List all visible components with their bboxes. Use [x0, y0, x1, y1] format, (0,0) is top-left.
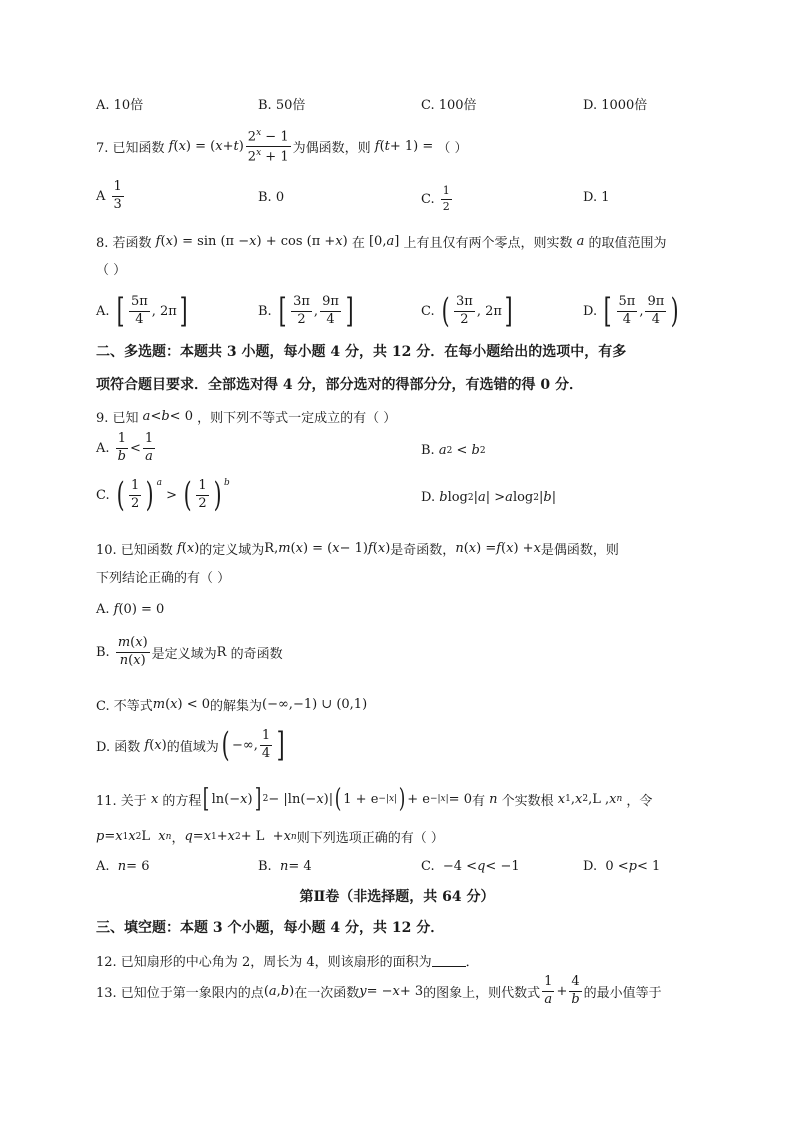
q10-stem-line2: 下列结论正确的有（ ） [96, 571, 231, 586]
q9-stem: 9. 已知 a < b < 0 ，则下列不等式一定成立的有（ ） [96, 409, 397, 426]
q10-option-b-text: 是定义域为 [151, 646, 217, 662]
q8-stem-pre: 8. 若函数 [96, 236, 152, 251]
q7-stem-pre: 7. 已知函数 [96, 141, 165, 157]
q9-stem-pre: 9. 已知 [96, 411, 139, 426]
q12-post: ． [465, 955, 479, 970]
q10-option-c: C. 不等式 m ( x ) < 0 的解集为 (−∞,−1) ∪ (0,1) [96, 697, 368, 714]
q10-option-b-text2: 的奇函数 [230, 646, 283, 662]
q8-stem-end: 的取值范围为 [588, 236, 667, 251]
q6-option-d: D. 1000倍 [583, 98, 648, 113]
q10-stem-pre: 10. 已知函数 [96, 543, 173, 558]
q11-stem-line2-text: 则下列选项正确的有（ ） [296, 831, 444, 846]
q8-option-a: A. [ $\frac{5\pi}{4}$ , 2π ] [96, 291, 188, 331]
q7-option-c: C. $\frac{1}{2}$ [421, 184, 450, 213]
q6-option-a: A. 10倍 [96, 98, 144, 113]
q10-option-d: D. 函数 f ( x ) 的值域为 ( −∞, $\frac{1}{4}$ ] [96, 725, 285, 765]
q10-option-b: B. $\frac{m(x)}{n(x)}$ 是定义域为 R 的奇函数 [96, 635, 283, 668]
q9-option-b: B. a 2 < b 2 [421, 443, 486, 458]
q12-answer-blank[interactable] [432, 954, 466, 967]
q9-option-d-label: D. [421, 490, 436, 505]
q10-option-d-label: D. 函数 [96, 739, 141, 755]
q11-stem-d: ，令 [626, 793, 653, 809]
q6-option-c: C. 100倍 [421, 98, 477, 113]
q7-stem-mid: 为偶函数，则 [292, 141, 371, 157]
q7-stem: 7. 已知函数 f ( x ) = ( x + t ) $\frac{2^x - 1}{2^x + 1}$ 为偶函数，则 f ( t + 1) = （ ） [96, 128, 468, 165]
q8-option-a-label: A. [96, 303, 110, 319]
q10-stem-a: 的定义域为 [199, 543, 265, 558]
q8-stem-post: 上有且仅有两个零点，则实数 [403, 236, 573, 251]
q7-option-a: A $\frac{1}{3}$ [96, 179, 122, 212]
q13-text-mid: 在一次函数 [294, 985, 360, 1001]
q11-option-a-label: A. [96, 859, 110, 874]
q11-stem-pre: 11. 关于 [96, 793, 147, 809]
q8-option-b-label: B. [258, 303, 272, 319]
q11-option-d: D. 0 < p < 1 [583, 859, 661, 874]
q9-stem-post: ，则下列不等式一定成立的有（ ） [197, 411, 397, 426]
q9-option-c-label: C. [96, 487, 110, 503]
q9-option-a-label: A. [96, 440, 110, 456]
section3-heading: 三、填空题：本题 3 个小题，每小题 4 分，共 12 分． [96, 920, 445, 936]
q7-option-d: D. 1 [583, 190, 610, 205]
q11-stem: 11. 关于 x 的方程 [ ln(− x ) ] 2 − |ln(− x )| ( 1 + e −|x| ) + e −|x| = 0 有 n 个实数根 x 1 , x 2 ,L , x n ，令 [96, 784, 653, 814]
q11-option-b-label: B. [258, 859, 272, 874]
q12-text: 12. 已知扇形的中心角为 2，周长为 4，则该扇形的面积为 [96, 955, 432, 970]
part2-title: 第Ⅱ卷（非选择题，共 64 分） [299, 889, 495, 905]
q10-option-c-text: 的解集为 [210, 699, 263, 714]
q8-option-d-label: D. [583, 303, 598, 319]
q8-option-b: B. [ $\frac{3\pi}{2}$ , $\frac{9\pi}{4}$ ] [258, 291, 354, 331]
q9-option-c: C. ( $\frac{1}{2}$ ) $^a$ > ( $\frac{1}{2}$ ) $^b$ [96, 475, 230, 515]
q8-option-c: C. ( $\frac{3\pi}{2}$ , 2π ] [421, 291, 513, 331]
q11-stem-a: 的方程 [162, 793, 202, 809]
q10-stem-c: 是偶函数，则 [540, 543, 619, 558]
q11-stem-b: 有 [471, 793, 485, 809]
q9-option-d: D. b log 2 | a | > a log 2 | b | [421, 490, 557, 505]
q7-option-c-label: C. [421, 191, 435, 207]
q7-option-b: B. 0 [258, 190, 285, 205]
q8-option-d: D. [ $\frac{5\pi}{4}$ , $\frac{9\pi}{4}$ ) [583, 291, 679, 331]
q11-option-b: B. n = 4 [258, 859, 312, 874]
q10-stem: 10. 已知函数 f ( x ) 的定义域为 R, m ( x ) = ( x − 1) f ( x ) 是奇函数， n ( x ) = f ( x ) + x 是偶函数，则 [96, 541, 619, 558]
q9-option-a: A. $\frac{1}{b}$ < $\frac{1}{a}$ [96, 431, 154, 464]
q8-bracket: （ ） [96, 263, 127, 278]
q11-option-c-label: C. [421, 859, 435, 874]
q7-option-a-label: A [96, 188, 106, 204]
q10-option-d-text: 的值域为 [166, 739, 219, 755]
q10-stem-b: 是奇函数， [390, 543, 456, 558]
q13: 13. 已知位于第一象限内的点 ( a , b ) 在一次函数 y = − x + 3 的图象上，则代数式 $\frac{1}{a}$ + $\frac{4}{b}$ 的最小值等于 [96, 974, 662, 1007]
q11-option-a: A. n = 6 [96, 859, 150, 874]
q12 [96, 951, 479, 970]
q13-text-pre: 13. 已知位于第一象限内的点 [96, 985, 264, 1001]
q13-text-post: 的最小值等于 [583, 985, 662, 1001]
q13-text-mid2: 的图象上，则代数式 [423, 985, 541, 1001]
q7-fraction: $\frac{2^x - 1}{2^x + 1}$ [247, 128, 289, 165]
q11-stem-c: 个实数根 [501, 793, 554, 809]
q10-option-c-label: C. 不等式 [96, 699, 153, 714]
q7-stem-post: （ ） [437, 141, 468, 157]
q11-stem-line2: p = x 1 x 2 L x n ， q = x 1 + x 2 + L + x n 则下列选项正确的有（ ） [96, 829, 444, 846]
q11-option-c: C. −4 < q < −1 [421, 859, 520, 874]
section2-heading-line2: 项符合题目要求．全部选对得 4 分，部分选对的得部分分，有选错的得 0 分． [96, 377, 583, 393]
section2-heading-line1: 二、多选题：本题共 3 小题，每小题 4 分，共 12 分．在每小题给出的选项中，有多 [96, 344, 627, 360]
q10-option-a: A. f (0) = 0 [96, 602, 165, 617]
q8-option-c-label: C. [421, 303, 435, 319]
q10-option-b-label: B. [96, 644, 110, 660]
q8-stem: 8. 若函数 f ( x ) = sin (π − x ) + cos (π + x ) 在 [0, a ] 上有且仅有两个零点，则实数 a 的取值范围为 [96, 234, 667, 251]
q9-option-b-label: B. [421, 443, 435, 458]
q8-stem-mid: 在 [351, 236, 365, 251]
q6-option-b: B. 50倍 [258, 98, 306, 113]
q11-option-d-label: D. [583, 859, 598, 874]
q10-option-a-label: A. [96, 602, 110, 617]
